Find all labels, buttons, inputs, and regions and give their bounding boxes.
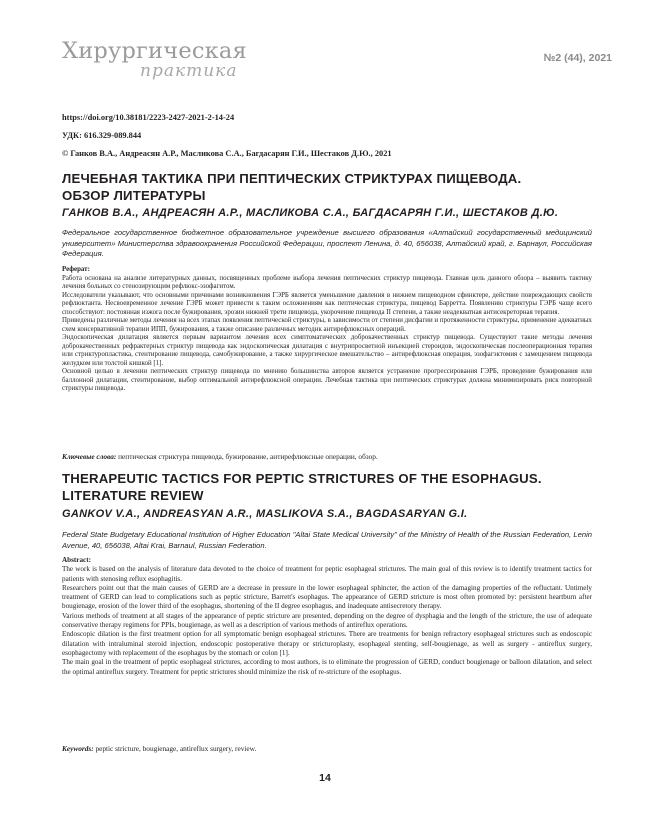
ru-keywords-label: Ключевые слова: xyxy=(62,452,117,461)
ru-affiliation: Федеральное государственное бюджетное образовательное учреждение высшего образования «Алтайский государственный медицинский университет» Министерства здравоохранения Российской Федерации, проспект Ленина, д. 40, 656038, Алтайский край, г. Барнаул, Российская Федерация. xyxy=(62,228,592,259)
en-authors: GANKOV V.A., ANDREASYAN A.R., MASLIKOVA S.A., BAGDASARYAN G.I. xyxy=(62,508,468,520)
en-abstract-label: Abstract: xyxy=(62,556,91,564)
en-title-line1: THERAPEUTIC TACTICS FOR PEPTIC STRICTURES OF THE ESOPHAGUS. xyxy=(62,471,542,486)
en-affiliation: Federal State Budgetary Educational Institution of Higher Education "Altai State Medical University" of the Ministry of Health of the Russian Federation, Lenin Avenue, 40, 656038, Altai Krai, Barnaul, Russian Federation. xyxy=(62,530,592,550)
en-keywords-text: peptic stricture, bougienage, antireflux surgery, review. xyxy=(95,744,257,753)
ru-abstract-paragraph: Приведены различные методы лечения на всех этапах появления пептической стриктуры, в зависимости от степени дисфагии и протяженности стриктуры, применение адекватных схем консервативной терапии ИПП, бужирования, а также описание различных методик антирефлюксных операций. xyxy=(62,317,592,333)
udk-code: УДК: 616.329-089.844 xyxy=(62,131,142,140)
ru-abstract-paragraph: Основной целью в лечении пептических стриктур пищевода по мнению большинства авторов является устранение прогрессирования ГЭРБ, проведение бужирования или баллонной дилатации, стентирование, выбор оптимальной антирефлюксной операции. Лечебная тактика при пептических стриктурах должна минимизировать риск повторной стриктуры пищевода. xyxy=(62,368,592,392)
ru-title-line2: ОБЗОР ЛИТЕРАТУРЫ xyxy=(62,188,206,203)
en-abstract-paragraph: Researchers point out that the main causes of GERD are a decrease in pressure in the lower esophageal sphincter, the action of the damaging properties of the refluctant. Untimely treatment of GERD can lead to complications such as peptic stricture, Barrett's esophagus. The appearance of GERD stricture is most often promoted by: persistent heartburn after bougienage, erosion of the lower third of the esophagus, shortening of the II degree esophagus, and inadequate antisecretory therapy. xyxy=(62,583,592,611)
journal-logo xyxy=(62,38,262,88)
en-abstract-paragraph: The main goal in the treatment of peptic esophageal strictures, according to most authors, is to eliminate the progression of GERD, conduct bougienage or balloon dilatation, and select the optimal antireflux surgery. Treatment for peptic strictures should minimize the risk of re-stricture of the esophagus. xyxy=(62,658,592,676)
copyright-line: © Ганков В.А., Андреасян А.Р., Масликова С.А., Багдасарян Г.И., Шестаков Д.Ю., 2021 xyxy=(62,149,392,158)
en-article-title xyxy=(62,470,602,504)
page-number: 14 xyxy=(319,772,331,784)
en-abstract-paragraph: The work is based on the analysis of literature data devoted to the choice of treatment for peptic esophageal strictures. The main goal of this review is to identify treatment tactics for patients with stenosing reflux esophagitis. xyxy=(62,565,592,583)
en-abstract xyxy=(62,556,592,677)
en-title-line2: LITERATURE REVIEW xyxy=(62,488,204,503)
ru-title-line1: ЛЕЧЕБНАЯ ТАКТИКА ПРИ ПЕПТИЧЕСКИХ СТРИКТУРАХ ПИЩЕВОДА. xyxy=(62,171,522,186)
en-abstract-paragraph: Various methods of treatment at all stages of the appearance of peptic stricture are presented, depending on the degree of dysphagia and the length of the stricture, the use of adequate conservative therapy regimens for PPIs, bougienage, as well as a description of various methods of antireflux operations. xyxy=(62,611,592,630)
ru-keywords xyxy=(62,452,592,461)
ru-abstract-paragraph: Работа основана на анализе литературных данных, посвященных проблеме выбора лечения пептических стриктур пищевода. Главная цель данного обзора – выявить тактику лечения больных со стенозирующим рефлюкс-эзофагитом. xyxy=(62,274,592,290)
ru-article-title xyxy=(62,170,602,204)
en-keywords-label: Keywords: xyxy=(62,744,94,753)
en-abstract-paragraph: Endoscopic dilation is the first treatment option for all symptomatic benign esophageal strictures. There are treatments for benign refractory esophageal strictures such as endoscopic dilatation with intraluminal steroid injection, endoscopic postoperative therapy or stricturoplasty, esophageal stenting, self-bougienage, as well as surgery - antireflux surgery, esophagectomy with replacement of the esophagus by the stomach or colon [1]. xyxy=(62,630,592,657)
ru-abstract-paragraph: Исследователи указывают, что основными причинами возникновения ГЭРБ является уменьшение давления в нижнем пищеводном сфинктере, действие повреждающих свойств рефлюктанта. Несвоевременное лечение ГЭРБ может привести к таким осложнениям как пептическая стриктура, пищевод Барретта. Появлению стриктуры ГЭРБ чаще всего способствуют: постоянная изжога после бужирования, эрозии нижней трети пищевода, укорочение пищевода II степени, а также неадекватная антисекреторная терапия. xyxy=(62,291,592,316)
ru-abstract xyxy=(62,266,592,394)
ru-authors: ГАНКОВ В.А., АНДРЕАСЯН А.Р., МАСЛИКОВА С.А., БАГДАСАРЯН Г.И., ШЕСТАКОВ Д.Ю. xyxy=(62,207,559,219)
journal-logo-line1: Хирургическая xyxy=(62,38,247,64)
ru-keywords-text: пептическая стриктура пищевода, бужирование, антирефлюксные операции, обзор. xyxy=(118,452,378,461)
journal-logo-line2: практика xyxy=(140,61,238,81)
ru-abstract-paragraph: Эндоскопическая дилатация является первым вариантом лечения всех симптоматических доброкачественных стриктур пищевода. Существуют такие методы лечения доброкачественных рефрактерных стриктур пищевода как эндоскопическая дилатация с внутрипросветной инъекцией стероидов, эндоскопическая послеоперационная терапия или стриктуропластика, стентирование пищевода, самобужирование, а также хирургическое вмешательство – антирефлюксная операция, эзофагэктомия с замещением пищевода желудком или толстой кишкой [1]. xyxy=(62,334,592,367)
doi-link[interactable]: https://doi.org/10.38181/2223-2427-2021-2-14-24 xyxy=(62,113,235,122)
issue-number: №2 (44), 2021 xyxy=(543,52,612,64)
en-keywords xyxy=(62,744,592,753)
ru-abstract-label: Реферат: xyxy=(62,266,90,273)
